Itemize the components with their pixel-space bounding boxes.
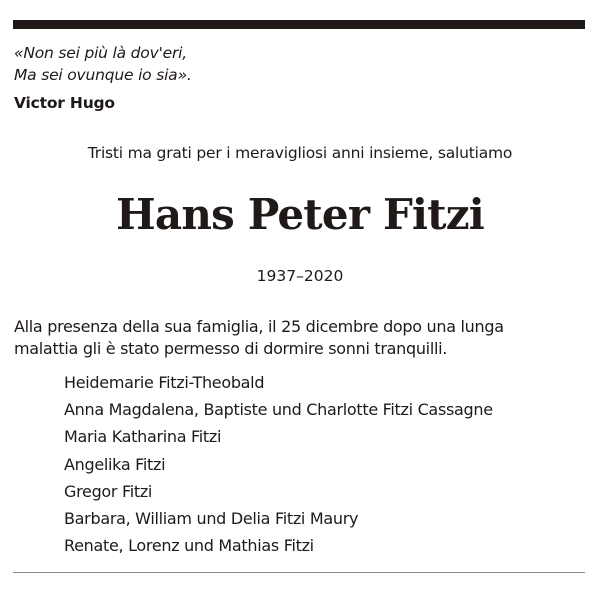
life-years: 1937–2020 — [256, 267, 344, 285]
announcement-line-2: malattia gli è stato permesso di dormire sonni tranquilli. — [14, 339, 448, 358]
mourner-item: Renate, Lorenz und Mathias Fitzi — [64, 536, 314, 556]
top-divider — [13, 20, 585, 29]
bottom-divider — [13, 572, 585, 573]
quote-author: Victor Hugo — [14, 94, 115, 112]
mourner-item: Barbara, William und Delia Fitzi Maury — [64, 509, 359, 529]
quote-line-2: Ma sei ovunque io sia». — [14, 66, 192, 84]
mourner-item: Gregor Fitzi — [64, 481, 153, 501]
mourner-item: Angelika Fitzi — [64, 454, 166, 474]
announcement-line-1: Alla presenza della sua famiglia, il 25 dicembre dopo una lunga — [14, 317, 504, 336]
announcement-text — [14, 316, 586, 360]
mourners-list — [64, 369, 493, 559]
quote-line-1: «Non sei più là dov'eri, — [14, 44, 187, 62]
mourner-item: Anna Magdalena, Baptiste und Charlotte Fitzi Cassagne — [64, 400, 493, 420]
deceased-name: Hans Peter Fitzi — [116, 190, 484, 239]
intro-text: Tristi ma grati per i meravigliosi anni insieme, salutiamo — [87, 144, 513, 162]
mourner-item: Heidemarie Fitzi-Theobald — [64, 373, 265, 392]
epigraph-quote — [14, 42, 192, 86]
mourner-item: Maria Katharina Fitzi — [64, 427, 222, 447]
